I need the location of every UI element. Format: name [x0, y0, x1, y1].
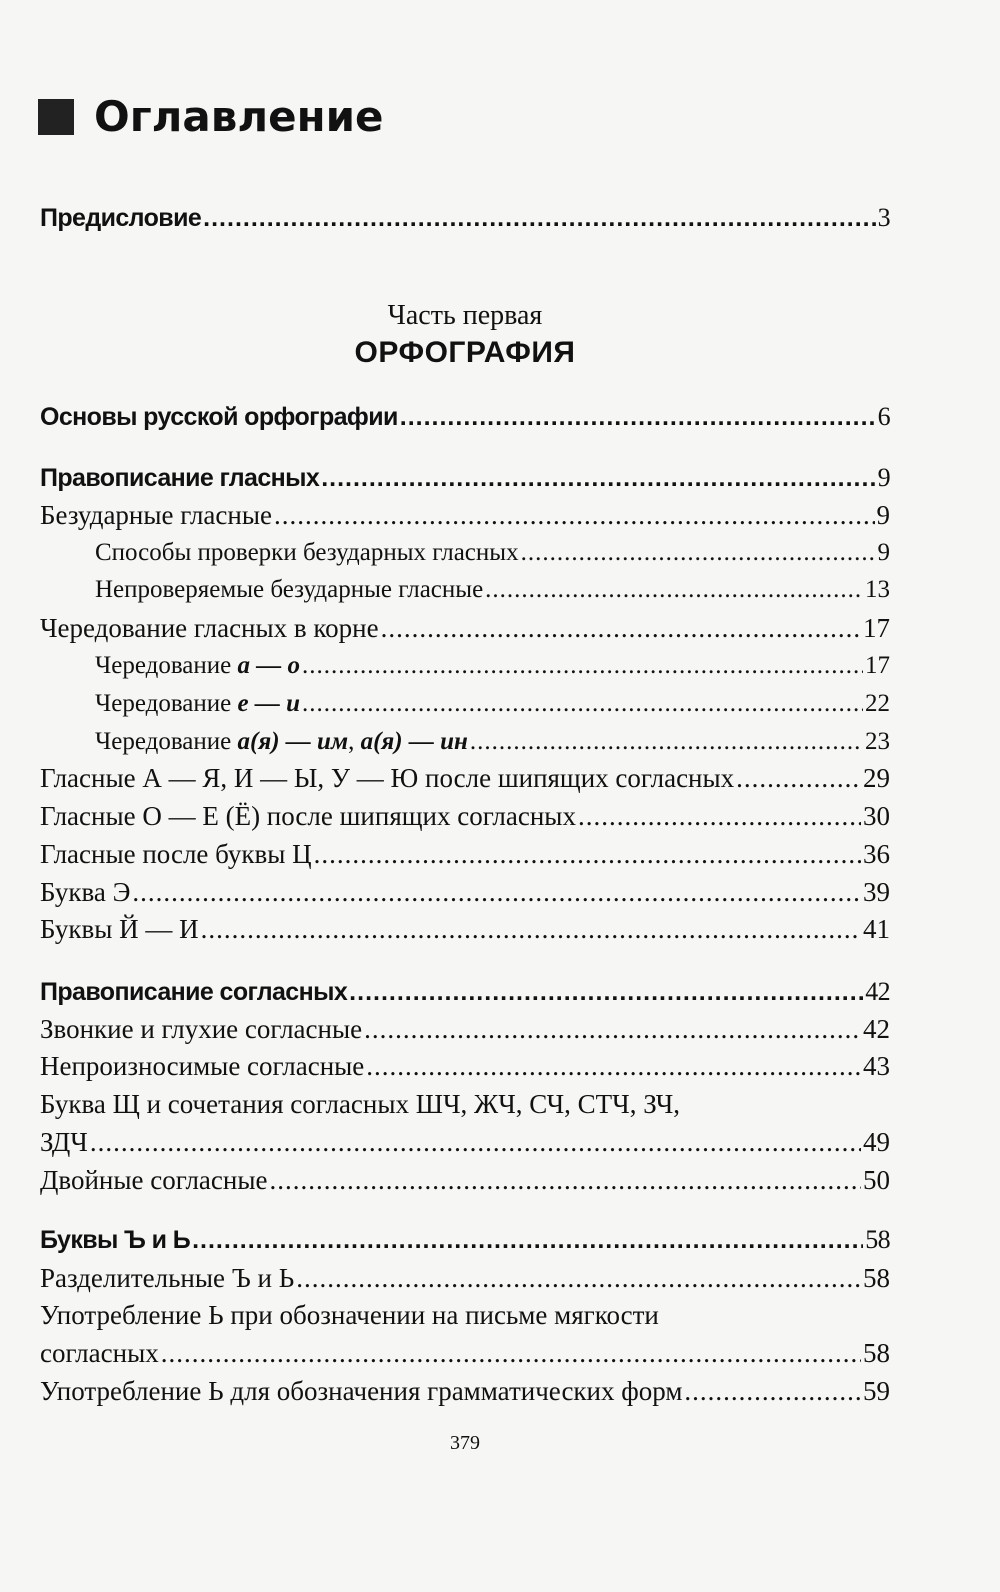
toc-entry-label: Правописание согласных: [40, 978, 348, 1006]
toc-entry: [40, 1050, 890, 1082]
leader-dots: [470, 726, 863, 758]
toc-entry-page: 30: [863, 801, 890, 831]
leader-dots: [366, 1050, 861, 1082]
toc-entry: [40, 913, 890, 945]
toc-entry: [40, 612, 890, 644]
leader-dots: [381, 612, 861, 644]
toc-entry-label: [95, 650, 300, 682]
leader-dots: [274, 499, 875, 531]
toc-entry-label: Гласные после буквы Ц: [40, 839, 312, 869]
toc-entry: [40, 1164, 890, 1196]
toc-entry-page: 17: [863, 613, 890, 643]
toc-entry-page: 39: [863, 877, 890, 907]
leader-dots: [132, 876, 861, 908]
leader-dots: [485, 574, 863, 606]
toc-entry-page: 17: [865, 652, 890, 679]
toc-entry-label: Способы проверки безударных гласных: [95, 539, 519, 566]
toc-subentry: [95, 574, 890, 606]
toc-entry-page: 43: [863, 1051, 890, 1081]
toc-entry-label-line1: Буква Щ и сочетания согласных ШЧ, ЖЧ, СЧ, СТЧ, ЗЧ,: [40, 1089, 681, 1119]
toc-entry-label: Чередование гласных в корне: [40, 613, 379, 643]
toc-entry: [40, 762, 890, 794]
leader-dots: [521, 537, 876, 569]
toc-entry-page: 41: [863, 914, 890, 944]
leader-dots: [349, 976, 863, 1008]
toc-entry: [40, 800, 890, 832]
label-italic: а(я) — ин: [360, 728, 468, 755]
toc-entry: [40, 1375, 890, 1407]
toc-entry-label: Безударные гласные: [40, 500, 272, 530]
page-number: 379: [450, 1432, 480, 1454]
toc-entry-label: [95, 726, 468, 758]
label-text: Чередование: [95, 690, 238, 717]
leader-dots: [161, 1337, 861, 1369]
toc-entry-label: Основы русской орфографии: [40, 403, 398, 431]
toc-entry-label: Буквы Й — И: [40, 914, 199, 944]
toc-entry-page: 29: [863, 763, 890, 793]
toc-entry-page: 22: [865, 690, 890, 717]
toc-entry-page: 13: [865, 576, 890, 603]
toc-entry-page: 23: [865, 728, 890, 755]
label-italic: а — о: [237, 652, 301, 679]
toc-entry-label: Двойные согласные: [40, 1165, 268, 1195]
toc-entry-label: Звонкие и глухие согласные: [40, 1014, 363, 1044]
toc-entry-label: Гласные О — Е (Ё) после шипящих согласных: [40, 801, 576, 831]
toc-entry-page: 36: [863, 839, 890, 869]
toc-entry-preface: [40, 202, 890, 234]
toc-entry-page: 42: [865, 977, 890, 1006]
toc-entry-page: 9: [877, 463, 890, 492]
toc-entry-label: Разделительные Ъ и Ь: [40, 1263, 295, 1293]
label-italic: е — и: [237, 690, 301, 717]
label-text: ,: [348, 728, 361, 755]
leader-dots: [302, 650, 863, 682]
toc-entry-page: 3: [877, 203, 890, 232]
toc-entry: [40, 462, 890, 494]
toc-subentry: [95, 537, 890, 569]
toc-entry-page: 58: [865, 1225, 890, 1254]
toc-entry-label: Употребление Ь для обозначения грамматических форм: [40, 1376, 683, 1406]
toc-entry: [40, 499, 890, 531]
toc-entry: [40, 401, 890, 433]
leader-dots: [296, 1262, 861, 1294]
toc-entry-label: Буквы Ъ и Ь: [40, 1226, 191, 1254]
leader-dots: [578, 800, 861, 832]
toc-entry-label: [95, 688, 300, 720]
leader-dots: [364, 1013, 861, 1045]
leader-dots: [302, 688, 863, 720]
toc-entry-page: 58: [863, 1263, 890, 1293]
toc-entry-label: ЗДЧ: [40, 1127, 88, 1157]
toc-subentry: [95, 726, 890, 758]
title-row: [38, 92, 384, 141]
toc-entry: [40, 1262, 890, 1294]
leader-dots: [736, 762, 861, 794]
toc-entry-page: 59: [863, 1376, 890, 1406]
page-title: Оглавление: [94, 92, 384, 141]
toc-entry-label: Правописание гласных: [40, 464, 320, 492]
toc-entry: [40, 1337, 890, 1369]
toc-entry: [40, 1126, 890, 1158]
toc-entry-page: 6: [877, 402, 890, 431]
leader-dots: [321, 462, 875, 494]
toc-entry-page: 49: [863, 1127, 890, 1157]
toc-entry-label: Гласные А — Я, И — Ы, У — Ю после шипящих согласных: [40, 763, 735, 793]
toc-subentry: [95, 688, 890, 720]
leader-dots: [201, 913, 861, 945]
leader-dots: [192, 1224, 863, 1256]
label-text: Чередование: [95, 652, 238, 679]
toc-entry-label: Непроверяемые безударные гласные: [95, 576, 484, 603]
toc-entry-page: 9: [876, 500, 890, 530]
toc-entry-page: 58: [863, 1338, 890, 1368]
toc-subentry: [95, 650, 890, 682]
toc-entry-label-line1: Употребление Ь при обозначении на письме мягкости: [40, 1300, 659, 1330]
leader-dots: [203, 202, 875, 234]
toc-entry-page: 9: [877, 539, 890, 566]
toc-entry-label: Непроизносимые согласные: [40, 1051, 365, 1081]
leader-dots: [314, 838, 861, 870]
toc-entry-page: 42: [863, 1014, 890, 1044]
part-title: ОРФОГРАФИЯ: [354, 336, 576, 369]
toc-entry: [40, 1013, 890, 1045]
leader-dots: [684, 1375, 861, 1407]
toc-entry: [40, 876, 890, 908]
leader-dots: [90, 1126, 861, 1158]
leader-dots: [269, 1164, 861, 1196]
part-label: Часть первая: [387, 300, 543, 331]
toc-entry-label: Предисловие: [40, 204, 202, 232]
toc-entry-label: Буква Э: [40, 877, 131, 907]
toc-entry-label: согласных: [40, 1338, 159, 1368]
leader-dots: [400, 401, 876, 433]
toc-entry: [40, 838, 890, 870]
label-italic: а(я) — им: [237, 728, 349, 755]
square-bullet-icon: [38, 99, 74, 135]
toc-entry-page: 50: [863, 1165, 890, 1195]
label-text: Чередование: [95, 728, 238, 755]
toc-entry: [40, 976, 890, 1008]
toc-entry: [40, 1224, 890, 1256]
